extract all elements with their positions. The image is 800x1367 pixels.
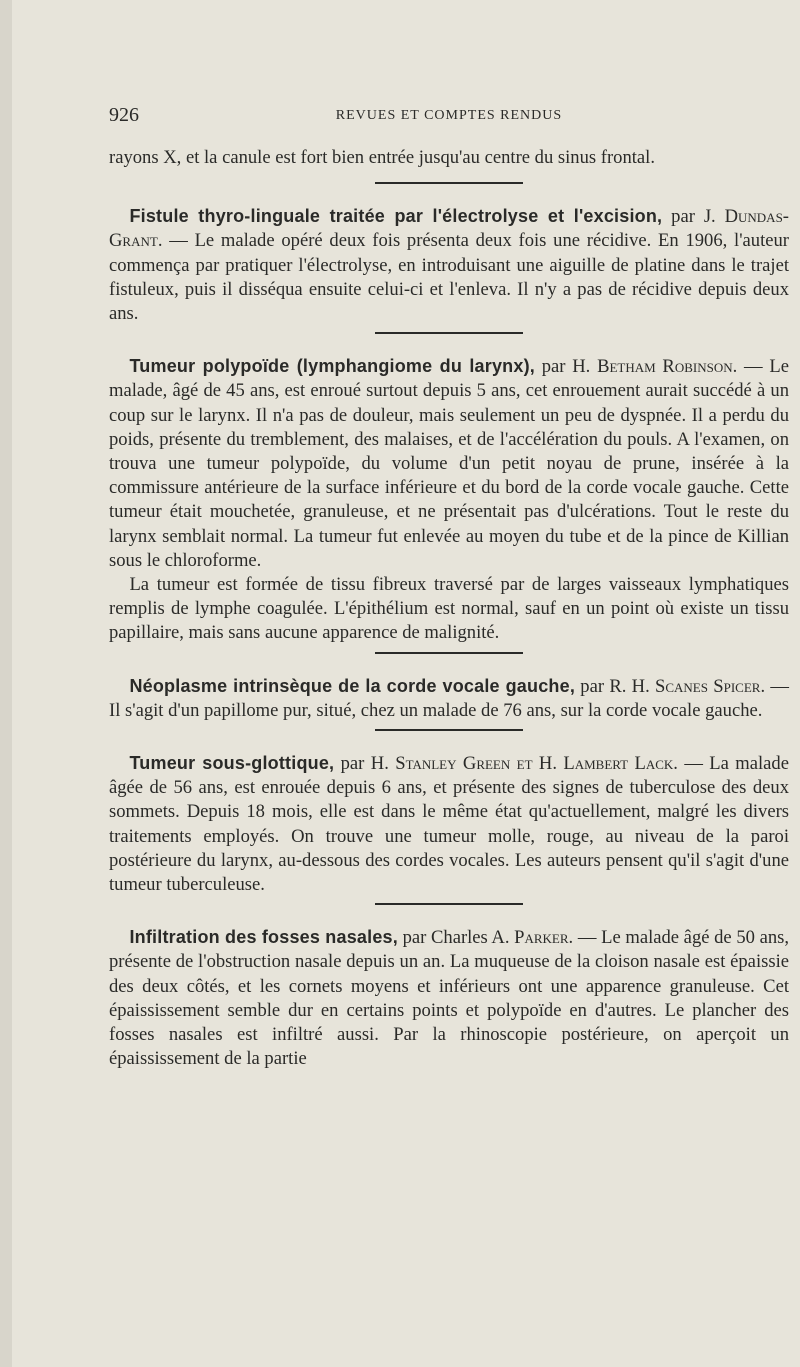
page-number: 926 — [109, 104, 139, 126]
running-head: REVUES ET COMPTES RENDUS — [335, 108, 563, 123]
article-subglottic-tumor — [109, 751, 789, 897]
article-text: — La malade âgée de 56 ans, est enrouée depuis 6 ans, et présente des signes de tuberculose des deux sommets. Depuis 18 mois, elle est dans le même état qu'actuellement, malgré les divers traitements employés. On trouve une tumeur molle, rouge, au niveau de la paroi postérieure du larynx, au-dessous des cordes vocales. Les auteurs pensent qu'il s'agit d'une tumeur tuberculeuse. — [109, 753, 789, 896]
article-author: J. Dundas-Grant. — [109, 206, 789, 252]
article-by: par Charles A. — [397, 927, 515, 949]
article-by: par — [575, 675, 610, 697]
article-title: Tumeur polypoïde (lymphangiome du larynx), — [129, 356, 535, 377]
section-rule — [375, 652, 523, 654]
section-rule — [375, 903, 523, 905]
article-text: — Le malade, âgé de 45 ans, est enroué surtout depuis 5 ans, cet enrouement aurait succédé à un coup sur le larynx. Il n'a pas de douleur, mais seulement un peu de dyspnée. Il a perdu du poids, présente du tremblement, des malaises, et de l'accélération du pouls. A l'examen, on trouva une tumeur polypoïde, du volume d'un petit noyau de prune, insérée à la commissure antérieure de la surface inférieure et du bord de la corde vocale gauche. Cette tumeur était mouchetée, granuleuse, et ne présentait pas d'ulcérations. Tout le reste du larynx semblait normal. La tumeur fut enlevée au moyen du tube et de la pince de Killian sous le chloroforme. — [109, 356, 789, 571]
article-by: par — [334, 753, 371, 775]
article-text: — Le malade âgé de 50 ans, présente de l'obstruction nasale depuis un an. La muqueuse de la cloison nasale est épaissie des deux côtés, et les cornets moyens et inférieurs ont une apparence granuleuse. Cet épaississement semble dur en certains points et polypoïde en d'autres. Le plancher des fosses nasales est infiltré aussi. Par la rhinoscopie postérieure, on aperçoit un épaississement de la partie — [109, 927, 790, 1070]
article-by: par — [534, 356, 573, 378]
article-text: — Le malade opéré deux fois présenta deux fois une récidive. En 1906, l'auteur commença par pratiquer l'électrolyse, en introduisant une aiguille de platine dans le trajet fistuleux, puis il disséqua ensuite celui-ci et l'enleva. Il n'y a pas de récidive depuis deux ans. — [109, 230, 789, 325]
article-author: R. H. Scanes Spicer. — [609, 675, 766, 697]
article-vocal-cord-neoplasm — [109, 674, 789, 723]
article-polypoid-tumor — [109, 354, 789, 645]
article-author: H. Betham Robinson. — [572, 356, 738, 378]
article-title: Fistule thyro-linguale traitée par l'électrolyse et l'excision, — [129, 206, 663, 227]
page-header — [109, 104, 789, 130]
body-text — [109, 146, 789, 1078]
article-title: Tumeur sous-glottique, — [129, 753, 335, 774]
section-rule — [375, 729, 523, 731]
article-text: — Il s'agit d'un papillome pur, situé, chez un malade de 76 ans, sur la corde vocale gauche. — [109, 675, 789, 721]
article-title: Infiltration des fosses nasales, — [129, 927, 398, 948]
continuation-paragraph: rayons X, et la canule est fort bien entrée jusqu'au centre du sinus frontal. — [109, 147, 656, 168]
article-paragraph-2: La tumeur est formée de tissu fibreux traversé par de larges vaisseaux lymphatiques remplis de lymphe coagulée. L'épithélium est normal, sauf en un point où existe un tissu papillaire, mais sans aucune apparence de malignité. — [109, 574, 789, 644]
section-rule — [375, 182, 523, 184]
article-nasal-infiltration — [109, 925, 789, 1071]
article-author: H. Stanley Green et H. Lambert Lack. — [370, 753, 678, 775]
article-by: par — [662, 206, 704, 228]
article-thyro-lingual-fistula — [109, 204, 789, 326]
article-title: Néoplasme intrinsèque de la corde vocale gauche, — [129, 675, 576, 696]
article-author: Parker. — [514, 927, 574, 949]
section-rule — [375, 332, 523, 334]
